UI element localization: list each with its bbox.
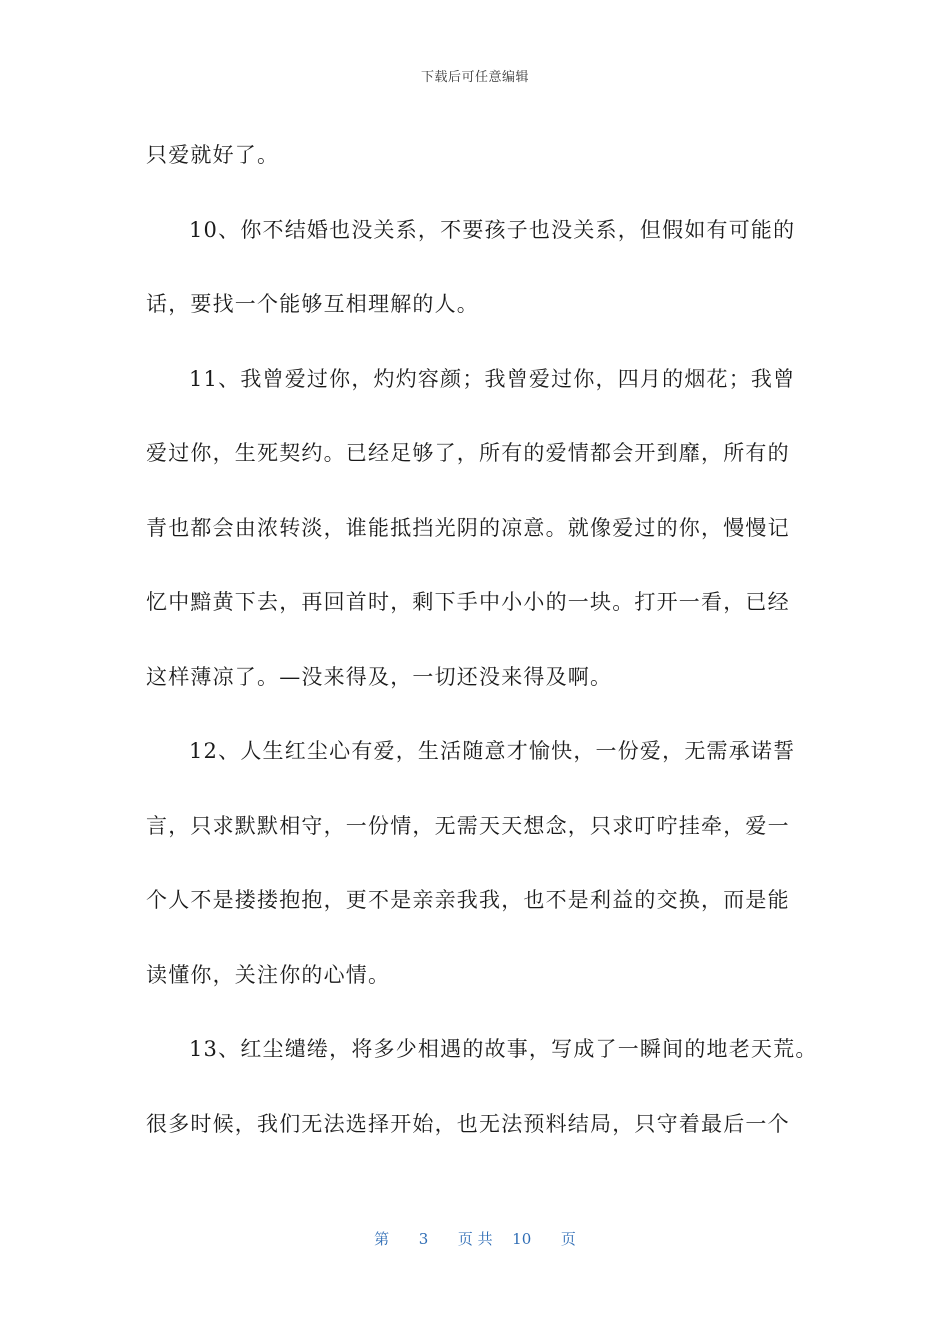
text-line: 话，要找一个能够互相理解的人。	[146, 292, 479, 316]
text-line: 言，只求默默相守，一份情，无需天天想念，只求叮咛挂牵，爱一	[146, 813, 790, 838]
text-line: 读懂你，关注你的心情。	[146, 962, 391, 987]
text-line: 忆中黯黄下去，再回首时，剩下手中小小的一块。打开一看，已经	[146, 590, 790, 614]
header-text: 下载后可任意编辑	[420, 70, 529, 85]
text-line: 只爱就好了。	[146, 143, 280, 167]
text-line: 12、人生红尘心有爱，生活随意才愉快，一份爱，无需承诺誓	[189, 739, 796, 763]
text-line: 10、你不结婚也没关系，不要孩子也没关系，但假如有可能的	[189, 217, 796, 242]
text-line: 11、我曾爱过你，灼灼容颜；我曾爱过你，四月的烟花；我曾	[189, 366, 796, 391]
text-line: 13、红尘缱绻，将多少相遇的故事，写成了一瞬间的地老天荒。	[189, 1037, 818, 1061]
page-label-post: 页	[560, 1230, 576, 1248]
page-label-mid: 页 共	[457, 1230, 493, 1248]
page-label-pre: 第	[374, 1230, 390, 1248]
page-total: 10	[512, 1230, 532, 1248]
text-line: 爱过你，生死契约。已经足够了，所有的爱情都会开到靡，所有的	[146, 441, 790, 465]
document-body	[146, 118, 818, 1161]
page-current: 3	[418, 1230, 429, 1248]
text-line: 青也都会由浓转淡，谁能抵挡光阴的凉意。就像爱过的你，慢慢记	[146, 515, 790, 540]
page-footer	[0, 1228, 950, 1249]
text-line: 个人不是搂搂抱抱，更不是亲亲我我，也不是利益的交换，而是能	[146, 888, 790, 912]
page-header	[0, 66, 950, 85]
text-line: 很多时候，我们无法选择开始，也无法预料结局，只守着最后一个	[146, 1111, 790, 1136]
text-line: 这样薄凉了。—没来得及，一切还没来得及啊。	[146, 664, 613, 689]
